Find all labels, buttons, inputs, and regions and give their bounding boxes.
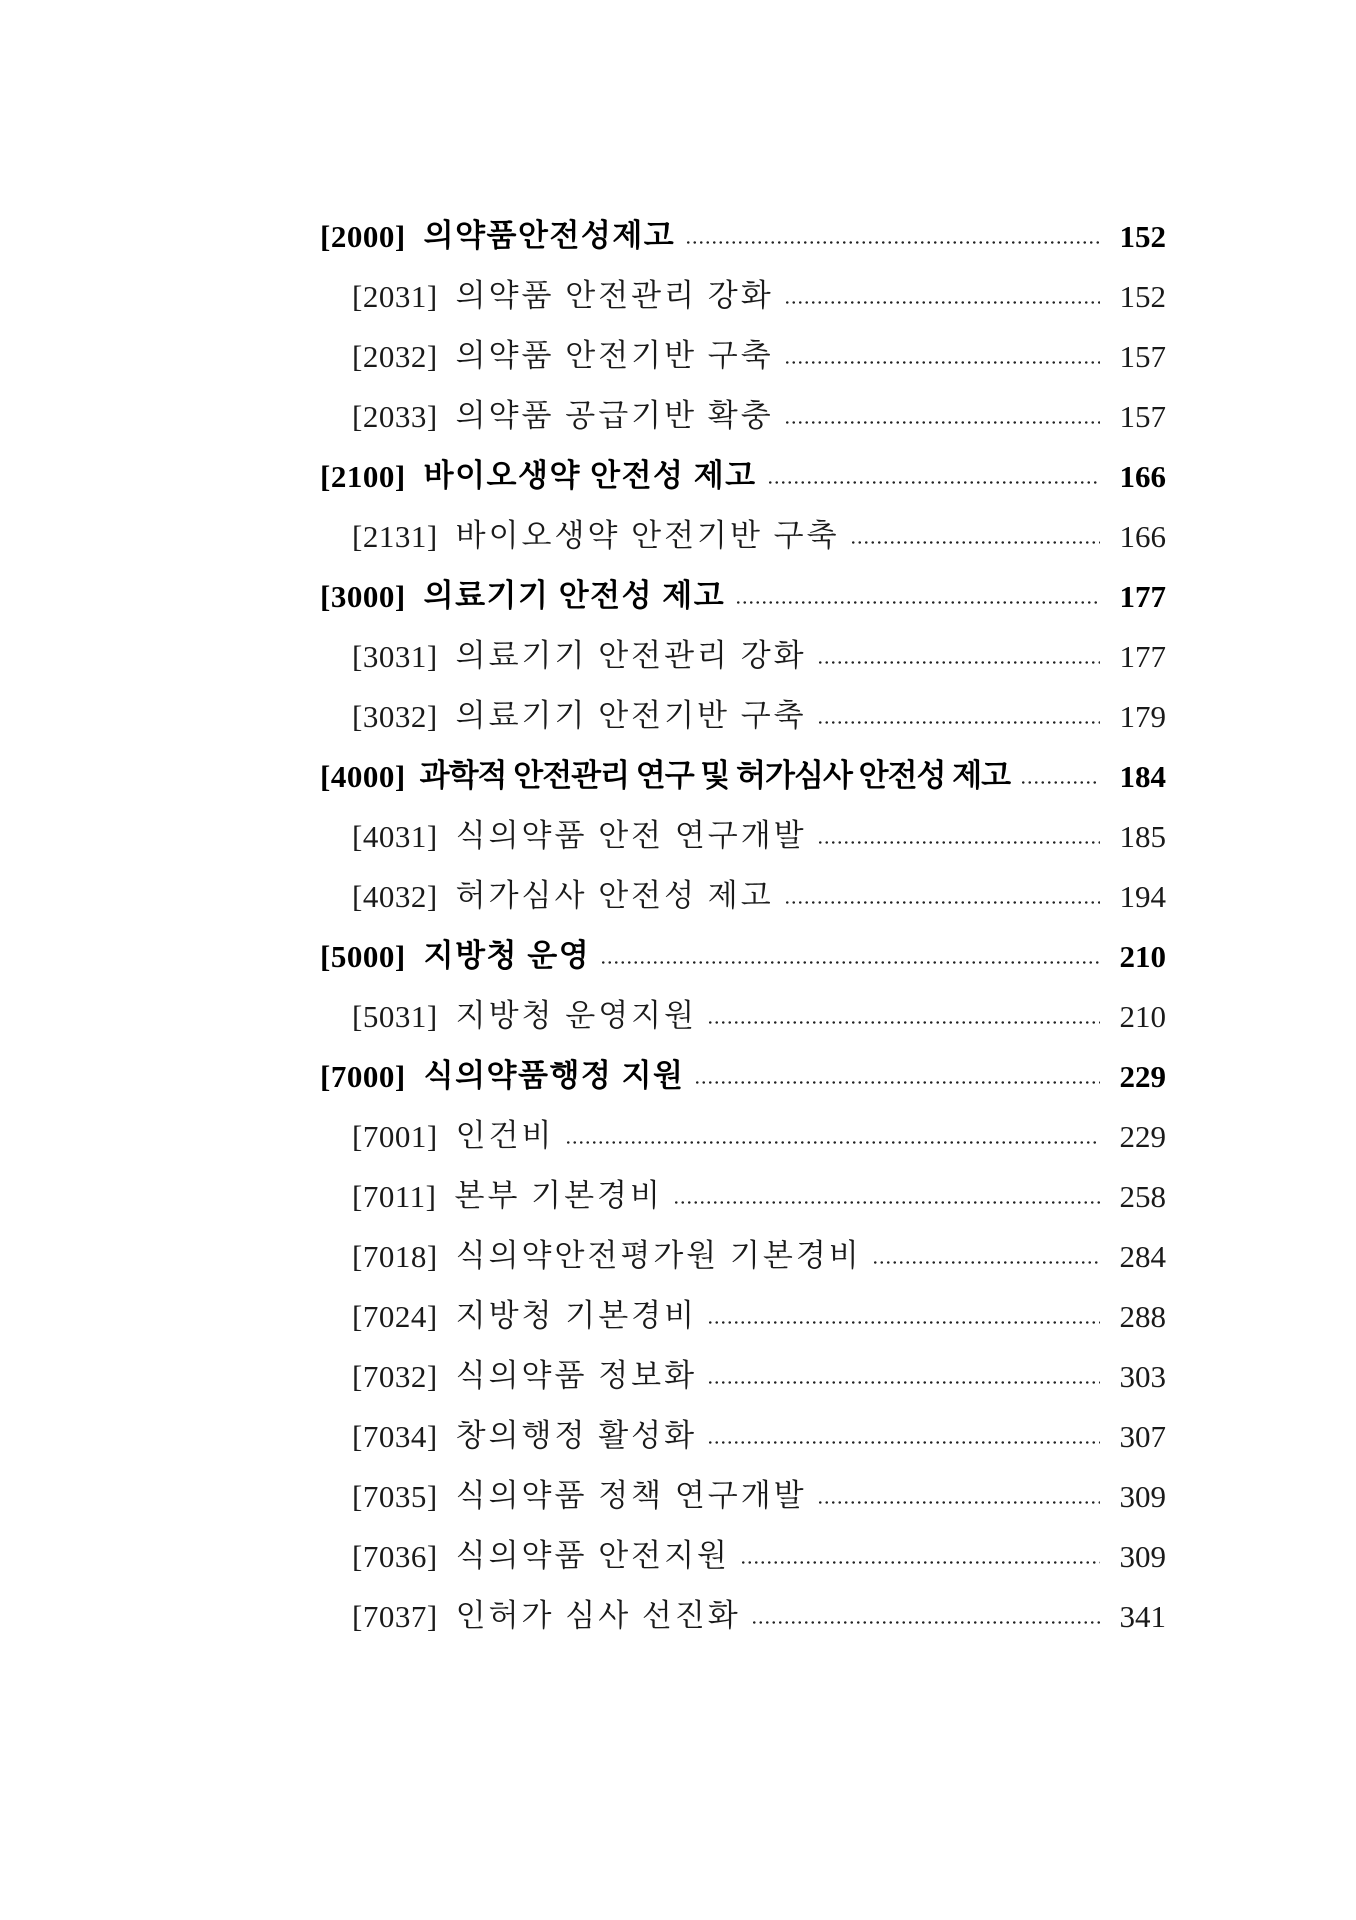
toc-entry-title: 식의약품 안전 연구개발	[455, 818, 807, 853]
toc-entry-page: 157	[1119, 339, 1166, 374]
toc-entry-page: 157	[1119, 399, 1166, 434]
toc-entry-code: [7001]	[352, 1119, 438, 1154]
toc-entry-code: [5000]	[320, 939, 406, 974]
toc-entry-page: 258	[1119, 1179, 1166, 1214]
toc-entry-title: 의약품 공급기반 확충	[455, 398, 774, 433]
toc-entry-title: 의료기기 안전관리 강화	[455, 638, 807, 673]
toc-entry[interactable]	[320, 1043, 1166, 1103]
toc-entry-title: 창의행정 활성화	[455, 1418, 698, 1453]
dot-leader	[817, 705, 1100, 743]
toc-entry[interactable]	[320, 1163, 1166, 1223]
toc-entry-title: 지방청 운영	[423, 938, 591, 973]
dot-leader	[673, 1185, 1100, 1223]
toc-entry[interactable]	[320, 563, 1166, 623]
toc-entry[interactable]	[320, 983, 1166, 1043]
toc-entry-page: 309	[1119, 1479, 1166, 1514]
toc-entry-code: [3032]	[352, 699, 438, 734]
toc-entry[interactable]	[320, 1463, 1166, 1523]
toc-entry[interactable]	[320, 203, 1166, 263]
toc-entry-code: [3000]	[320, 579, 406, 614]
toc-entry-title: 바이오생약 안전성 제고	[423, 458, 757, 493]
toc-entry-page: 177	[1119, 639, 1166, 674]
toc-entry-code: [3031]	[352, 639, 438, 674]
toc-entry-title: 본부 기본경비	[454, 1178, 663, 1213]
toc-entry-code: [4031]	[352, 819, 438, 854]
toc-entry-page: 166	[1119, 519, 1166, 554]
dot-leader	[685, 225, 1100, 263]
toc-entry-code: [7034]	[352, 1419, 438, 1454]
dot-leader	[850, 525, 1100, 563]
toc-entry[interactable]	[320, 683, 1166, 743]
toc-entry[interactable]	[320, 443, 1166, 503]
toc-entry-code: [4000]	[320, 759, 406, 794]
toc-entry[interactable]	[320, 1223, 1166, 1283]
toc-entry-page: 210	[1119, 939, 1166, 974]
toc-entry-title: 의약품안전성제고	[423, 218, 676, 253]
toc-entry-title: 허가심사 안전성 제고	[455, 878, 774, 913]
toc-entry[interactable]	[320, 1343, 1166, 1403]
toc-entry[interactable]	[320, 383, 1166, 443]
toc-entry-code: [7036]	[352, 1539, 438, 1574]
toc-entry[interactable]	[320, 863, 1166, 923]
toc-entry[interactable]	[320, 743, 1166, 803]
dot-leader	[707, 1005, 1100, 1043]
dot-leader	[1020, 765, 1100, 803]
toc-entry-page: 152	[1119, 219, 1166, 254]
toc-entry-code: [7018]	[352, 1239, 438, 1274]
toc-entry-title: 바이오생약 안전기반 구축	[455, 518, 840, 553]
dot-leader	[740, 1545, 1100, 1583]
toc-entry-title: 지방청 기본경비	[455, 1298, 698, 1333]
toc-entry-title: 과학적 안전관리 연구 및 허가심사 안전성 제고	[419, 758, 1011, 793]
toc-entry-code: [7032]	[352, 1359, 438, 1394]
toc-entry-code: [2131]	[352, 519, 438, 554]
toc-entry-code: [4032]	[352, 879, 438, 914]
toc-entry-code: [2032]	[352, 339, 438, 374]
toc-entry-title: 식의약품 정보화	[455, 1358, 698, 1393]
toc-entry-page: 210	[1119, 999, 1166, 1034]
toc-entry-page: 184	[1119, 759, 1166, 794]
toc-entry-title: 의약품 안전관리 강화	[455, 278, 774, 313]
dot-leader	[872, 1245, 1100, 1283]
dot-leader	[707, 1305, 1100, 1343]
dot-leader	[784, 285, 1100, 323]
dot-leader	[784, 405, 1100, 443]
toc-entry[interactable]	[320, 1583, 1166, 1643]
toc-entry[interactable]	[320, 923, 1166, 983]
toc-entry-code: [2000]	[320, 219, 406, 254]
dot-leader	[767, 465, 1100, 503]
toc-entry[interactable]	[320, 263, 1166, 323]
toc-entry-page: 177	[1119, 579, 1166, 614]
toc-entry-page: 307	[1119, 1419, 1166, 1454]
dot-leader	[784, 885, 1100, 923]
toc-entry[interactable]	[320, 1523, 1166, 1583]
table-of-contents	[320, 203, 1166, 1643]
toc-entry-page: 152	[1119, 279, 1166, 314]
toc-entry-page: 341	[1119, 1599, 1166, 1634]
toc-entry-title: 의료기기 안전기반 구축	[455, 698, 807, 733]
toc-entry[interactable]	[320, 1283, 1166, 1343]
toc-entry-title: 식의약안전평가원 기본경비	[455, 1238, 862, 1273]
toc-entry[interactable]	[320, 803, 1166, 863]
dot-leader	[565, 1125, 1101, 1163]
toc-entry-title: 인건비	[455, 1118, 555, 1153]
toc-entry-page: 303	[1119, 1359, 1166, 1394]
dot-leader	[707, 1365, 1100, 1403]
toc-entry-page: 288	[1119, 1299, 1166, 1334]
toc-entry-page: 229	[1119, 1119, 1166, 1154]
dot-leader	[817, 825, 1100, 863]
toc-entry-page: 284	[1119, 1239, 1166, 1274]
toc-entry-title: 인허가 심사 선진화	[455, 1598, 741, 1633]
toc-entry[interactable]	[320, 1403, 1166, 1463]
toc-entry-title: 의료기기 안전성 제고	[423, 578, 726, 613]
dot-leader	[817, 645, 1100, 683]
toc-entry-title: 의약품 안전기반 구축	[455, 338, 774, 373]
toc-entry-code: [7035]	[352, 1479, 438, 1514]
toc-entry-code: [5031]	[352, 999, 438, 1034]
toc-entry-code: [7000]	[320, 1059, 406, 1094]
toc-entry-code: [7011]	[352, 1179, 437, 1214]
toc-entry[interactable]	[320, 323, 1166, 383]
toc-entry-code: [7037]	[352, 1599, 438, 1634]
toc-entry-page: 185	[1119, 819, 1166, 854]
toc-entry-title: 식의약품 안전지원	[455, 1538, 730, 1573]
toc-entry-title: 지방청 운영지원	[455, 998, 698, 1033]
dot-leader	[694, 1065, 1100, 1103]
toc-entry-page: 179	[1119, 699, 1166, 734]
toc-entry-title: 식의약품행정 지원	[423, 1058, 685, 1093]
toc-entry-page: 194	[1119, 879, 1166, 914]
toc-entry-code: [2100]	[320, 459, 406, 494]
toc-entry-code: [7024]	[352, 1299, 438, 1334]
dot-leader	[707, 1425, 1100, 1463]
dot-leader	[784, 345, 1100, 383]
toc-entry-code: [2031]	[352, 279, 438, 314]
dot-leader	[735, 585, 1100, 623]
toc-entry-page: 309	[1119, 1539, 1166, 1574]
dot-leader	[817, 1485, 1100, 1523]
toc-entry[interactable]	[320, 623, 1166, 683]
dot-leader	[751, 1605, 1100, 1643]
toc-entry[interactable]	[320, 503, 1166, 563]
dot-leader	[600, 945, 1100, 983]
toc-entry[interactable]	[320, 1103, 1166, 1163]
toc-entry-page: 166	[1119, 459, 1166, 494]
toc-entry-title: 식의약품 정책 연구개발	[455, 1478, 807, 1513]
toc-entry-page: 229	[1119, 1059, 1166, 1094]
toc-entry-code: [2033]	[352, 399, 438, 434]
